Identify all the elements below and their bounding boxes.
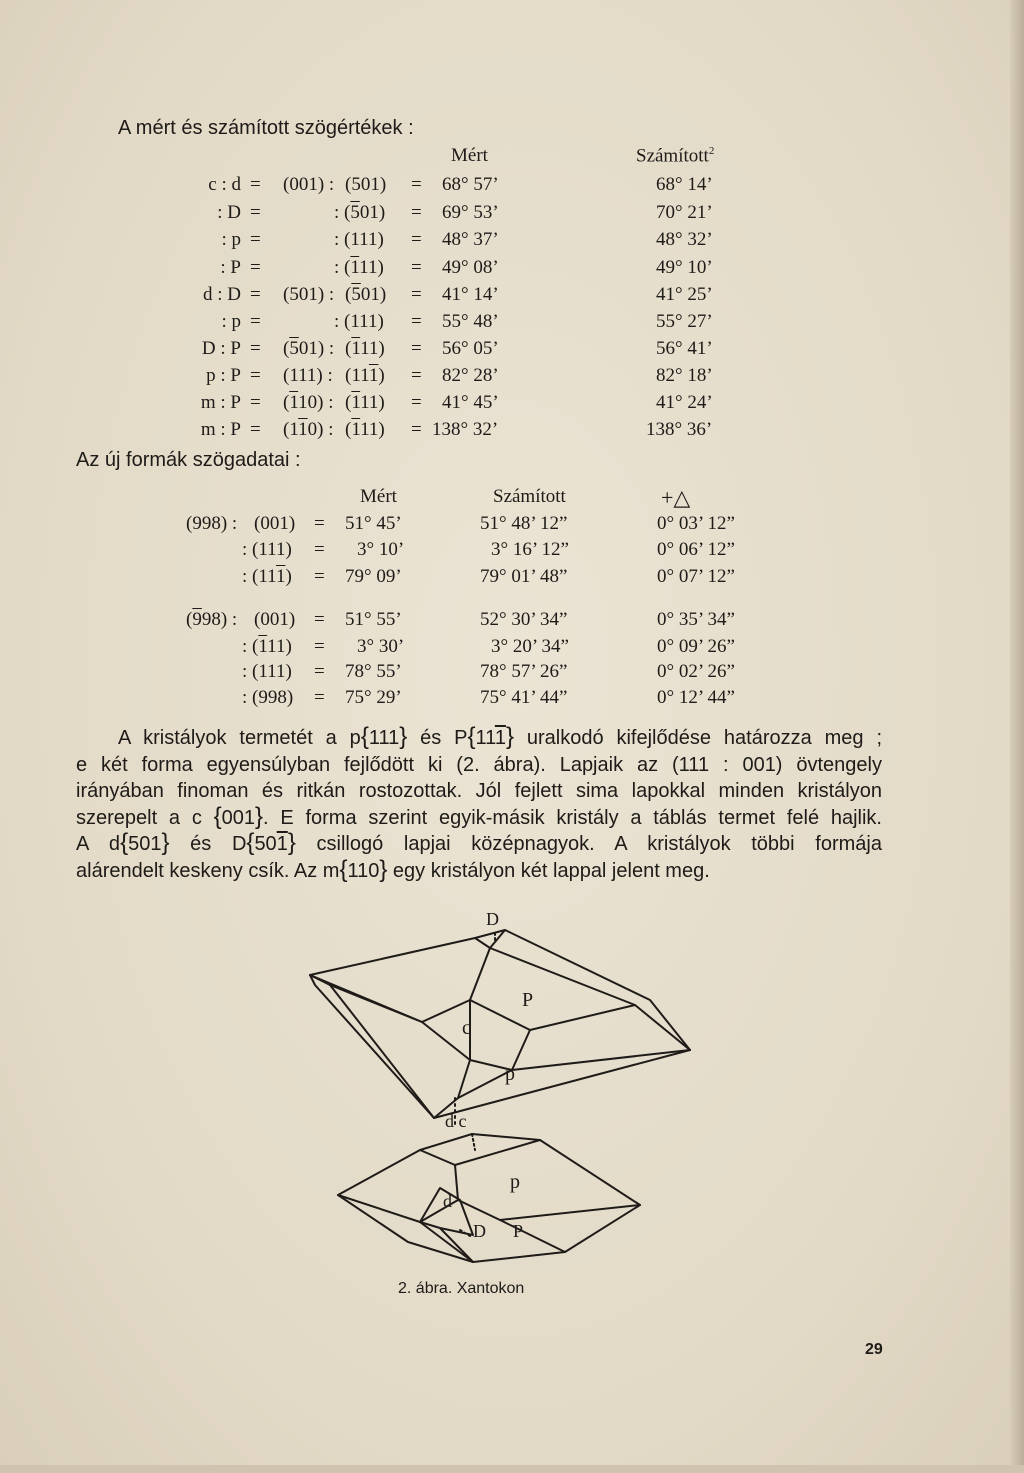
row-form2: (111) — [345, 419, 385, 440]
row-eq: = — [314, 566, 325, 587]
label-p-bottom: p — [510, 1171, 520, 1193]
table2-header-computed: Számított — [493, 486, 566, 507]
row-form-b: : (111) — [242, 636, 292, 657]
row-measured: 51° 55’ — [345, 609, 402, 630]
row-computed: 82° 18’ — [656, 365, 713, 386]
row-form2: : (501) — [334, 202, 386, 223]
row-computed: 68° 14’ — [656, 174, 713, 195]
row-eq: = — [314, 539, 325, 560]
row-eq: = — [314, 609, 325, 630]
row-computed: 70° 21’ — [656, 202, 713, 223]
row-lhs: m : P — [200, 419, 241, 440]
row-difference: 0° 02’ 26” — [657, 661, 735, 682]
row-lhs: : D — [217, 202, 241, 223]
row-eq: = — [250, 284, 261, 305]
row-difference: 0° 03’ 12” — [657, 513, 735, 534]
row-form-b: : (111) — [242, 539, 292, 560]
row-computed: 51° 48’ 12” — [480, 513, 568, 534]
row-difference: 0° 06’ 12” — [657, 539, 735, 560]
row-computed: 52° 30’ 34” — [480, 609, 568, 630]
row-eq2: = — [411, 311, 422, 332]
row-form2: : (111) — [334, 311, 384, 332]
paragraph-line: A kristályok termetét a p{111} és P{111} uralkodó kifejlődése határozza meg ; — [118, 723, 883, 750]
row-eq2: = — [411, 229, 422, 250]
row-measured: 68° 57’ — [442, 174, 499, 195]
label-p-top: p — [505, 1063, 515, 1085]
row-eq: = — [250, 229, 261, 250]
row-measured: 69° 53’ — [442, 202, 499, 223]
label-P-bottom: P — [513, 1221, 524, 1241]
row-lhs: d : D — [203, 284, 241, 305]
row-computed: 75° 41’ 44” — [480, 687, 568, 708]
row-computed: 79° 01’ 48” — [480, 566, 568, 587]
row-eq: = — [250, 392, 261, 413]
row-measured: 41° 14’ — [442, 284, 499, 305]
row-lhs: D : P — [201, 338, 241, 359]
measured-heading: A mért és számított szögértékek : — [118, 117, 414, 139]
figure-caption: 2. ábra. Xantokon — [398, 1280, 525, 1297]
row-lhs: : p — [221, 311, 241, 332]
row-form2: : (111) — [334, 229, 384, 250]
row-form-a: (998) : — [186, 609, 238, 630]
table2-header-difference: +△ — [661, 485, 691, 510]
row-form-b: : (998) — [242, 687, 294, 708]
row-measured: 56° 05’ — [442, 338, 499, 359]
row-form1: (110) : — [283, 392, 334, 413]
row-form2: (111) — [345, 392, 385, 413]
crystal-bottom-drawing — [338, 1134, 640, 1262]
row-difference: 0° 09’ 26” — [657, 636, 735, 657]
row-eq: = — [250, 365, 261, 386]
row-measured: 51° 45’ — [345, 513, 402, 534]
row-form1: (501) : — [283, 338, 335, 359]
label-P-top: P — [522, 989, 534, 1011]
row-eq2: = — [411, 202, 422, 223]
row-measured: 3° 10’ — [357, 539, 405, 560]
row-eq2: = — [411, 392, 422, 413]
paragraph-line: szerepelt a c {001}. E forma szerint egyik-másik kristály a táblás termet felé hajlik. — [76, 802, 882, 830]
label-D-bottom: D — [473, 1221, 486, 1241]
row-measured: 82° 28’ — [442, 365, 499, 386]
row-eq: = — [250, 419, 261, 440]
row-measured: 75° 29’ — [345, 687, 402, 708]
row-difference: 0° 12’ 44” — [657, 687, 735, 708]
row-computed: 3° 20’ 34” — [491, 636, 569, 657]
row-computed: 55° 27’ — [656, 311, 713, 332]
row-eq: = — [314, 513, 325, 534]
row-lhs: p : P — [206, 365, 241, 386]
row-computed: 49° 10’ — [656, 257, 713, 278]
row-eq2: = — [411, 257, 422, 278]
row-lhs: : p — [221, 229, 241, 250]
row-form1: (111) : — [283, 365, 333, 386]
row-computed: 41° 25’ — [656, 284, 713, 305]
row-measured: 49° 08’ — [442, 257, 499, 278]
row-eq: = — [250, 338, 261, 359]
row-computed: 56° 41’ — [656, 338, 713, 359]
paragraph-line: irányában finoman és ritkán rostozottak. Jól fejlett sima lapokkal minden kristályon — [76, 780, 882, 802]
row-form2: (501) — [345, 284, 387, 305]
row-form2: (501) — [345, 174, 387, 195]
paragraph-line: e két forma egyensúlyban fejlődött ki (2. ábra). Lapjaik az (111 : 001) övtengely — [76, 753, 882, 776]
row-eq: = — [314, 687, 325, 708]
row-eq: = — [250, 257, 261, 278]
row-form2: (111) — [345, 365, 385, 386]
row-form1: (001) : — [283, 174, 335, 195]
row-lhs: c : d — [208, 174, 241, 195]
row-eq: = — [250, 311, 261, 332]
row-form1: (110) : — [283, 419, 334, 440]
row-form2: : (111) — [334, 257, 384, 278]
row-form-b: : (111) — [242, 661, 292, 682]
row-measured: 55° 48’ — [442, 311, 499, 332]
label-d-bottom: d — [443, 1191, 452, 1211]
row-form-b: (001) — [254, 513, 296, 534]
row-eq2: = — [411, 338, 422, 359]
new-forms-heading: Az új formák szögadatai : — [76, 449, 301, 471]
row-form-b: (001) — [254, 609, 296, 630]
table2-header-measured: Mért — [360, 486, 397, 507]
label-c-top: c — [462, 1017, 471, 1039]
row-eq: = — [250, 202, 261, 223]
row-eq: = — [250, 174, 261, 195]
row-difference: 0° 35’ 34” — [657, 609, 735, 630]
row-difference: 0° 07’ 12” — [657, 566, 735, 587]
row-form-b: : (111) — [242, 566, 292, 587]
row-computed: 3° 16’ 12” — [491, 539, 569, 560]
row-measured: 3° 30’ — [357, 636, 405, 657]
row-eq2: = — [411, 174, 422, 195]
row-computed: 48° 32’ — [656, 229, 713, 250]
row-measured: 79° 09’ — [345, 566, 402, 587]
label-D-top: D — [486, 909, 499, 929]
row-measured: 48° 37’ — [442, 229, 499, 250]
row-lhs: : P — [220, 257, 241, 278]
row-measured: 138° 32’ — [432, 419, 499, 440]
table1-header-computed: Számított$^2$ — [636, 145, 715, 167]
row-form-a: (998) : — [186, 513, 238, 534]
row-eq2: = — [411, 284, 422, 305]
paragraph-line: alárendelt keskeny csík. Az m{110} egy kristályon két lappal jelent meg. — [76, 855, 710, 883]
page-number: 29 — [865, 1341, 883, 1358]
row-form1: (501) : — [283, 284, 335, 305]
row-computed: 41° 24’ — [656, 392, 713, 413]
row-eq: = — [314, 636, 325, 657]
row-measured: 41° 45’ — [442, 392, 499, 413]
row-computed: 138° 36’ — [646, 419, 713, 440]
row-eq2: = — [411, 419, 422, 440]
row-form2: (111) — [345, 338, 385, 359]
crystal-top-drawing — [310, 930, 690, 1124]
row-lhs: m : P — [200, 392, 241, 413]
row-eq2: = — [411, 365, 422, 386]
row-eq: = — [314, 661, 325, 682]
table1-header-measured: Mért — [451, 145, 488, 166]
row-measured: 78° 55’ — [345, 661, 402, 682]
label-d-c-bottom: d c — [445, 1111, 467, 1131]
paragraph-line: A d{501} és D{501} csillogó lapjai középnagyok. A kristályok többi formája — [76, 829, 883, 856]
row-computed: 78° 57’ 26” — [480, 661, 568, 682]
